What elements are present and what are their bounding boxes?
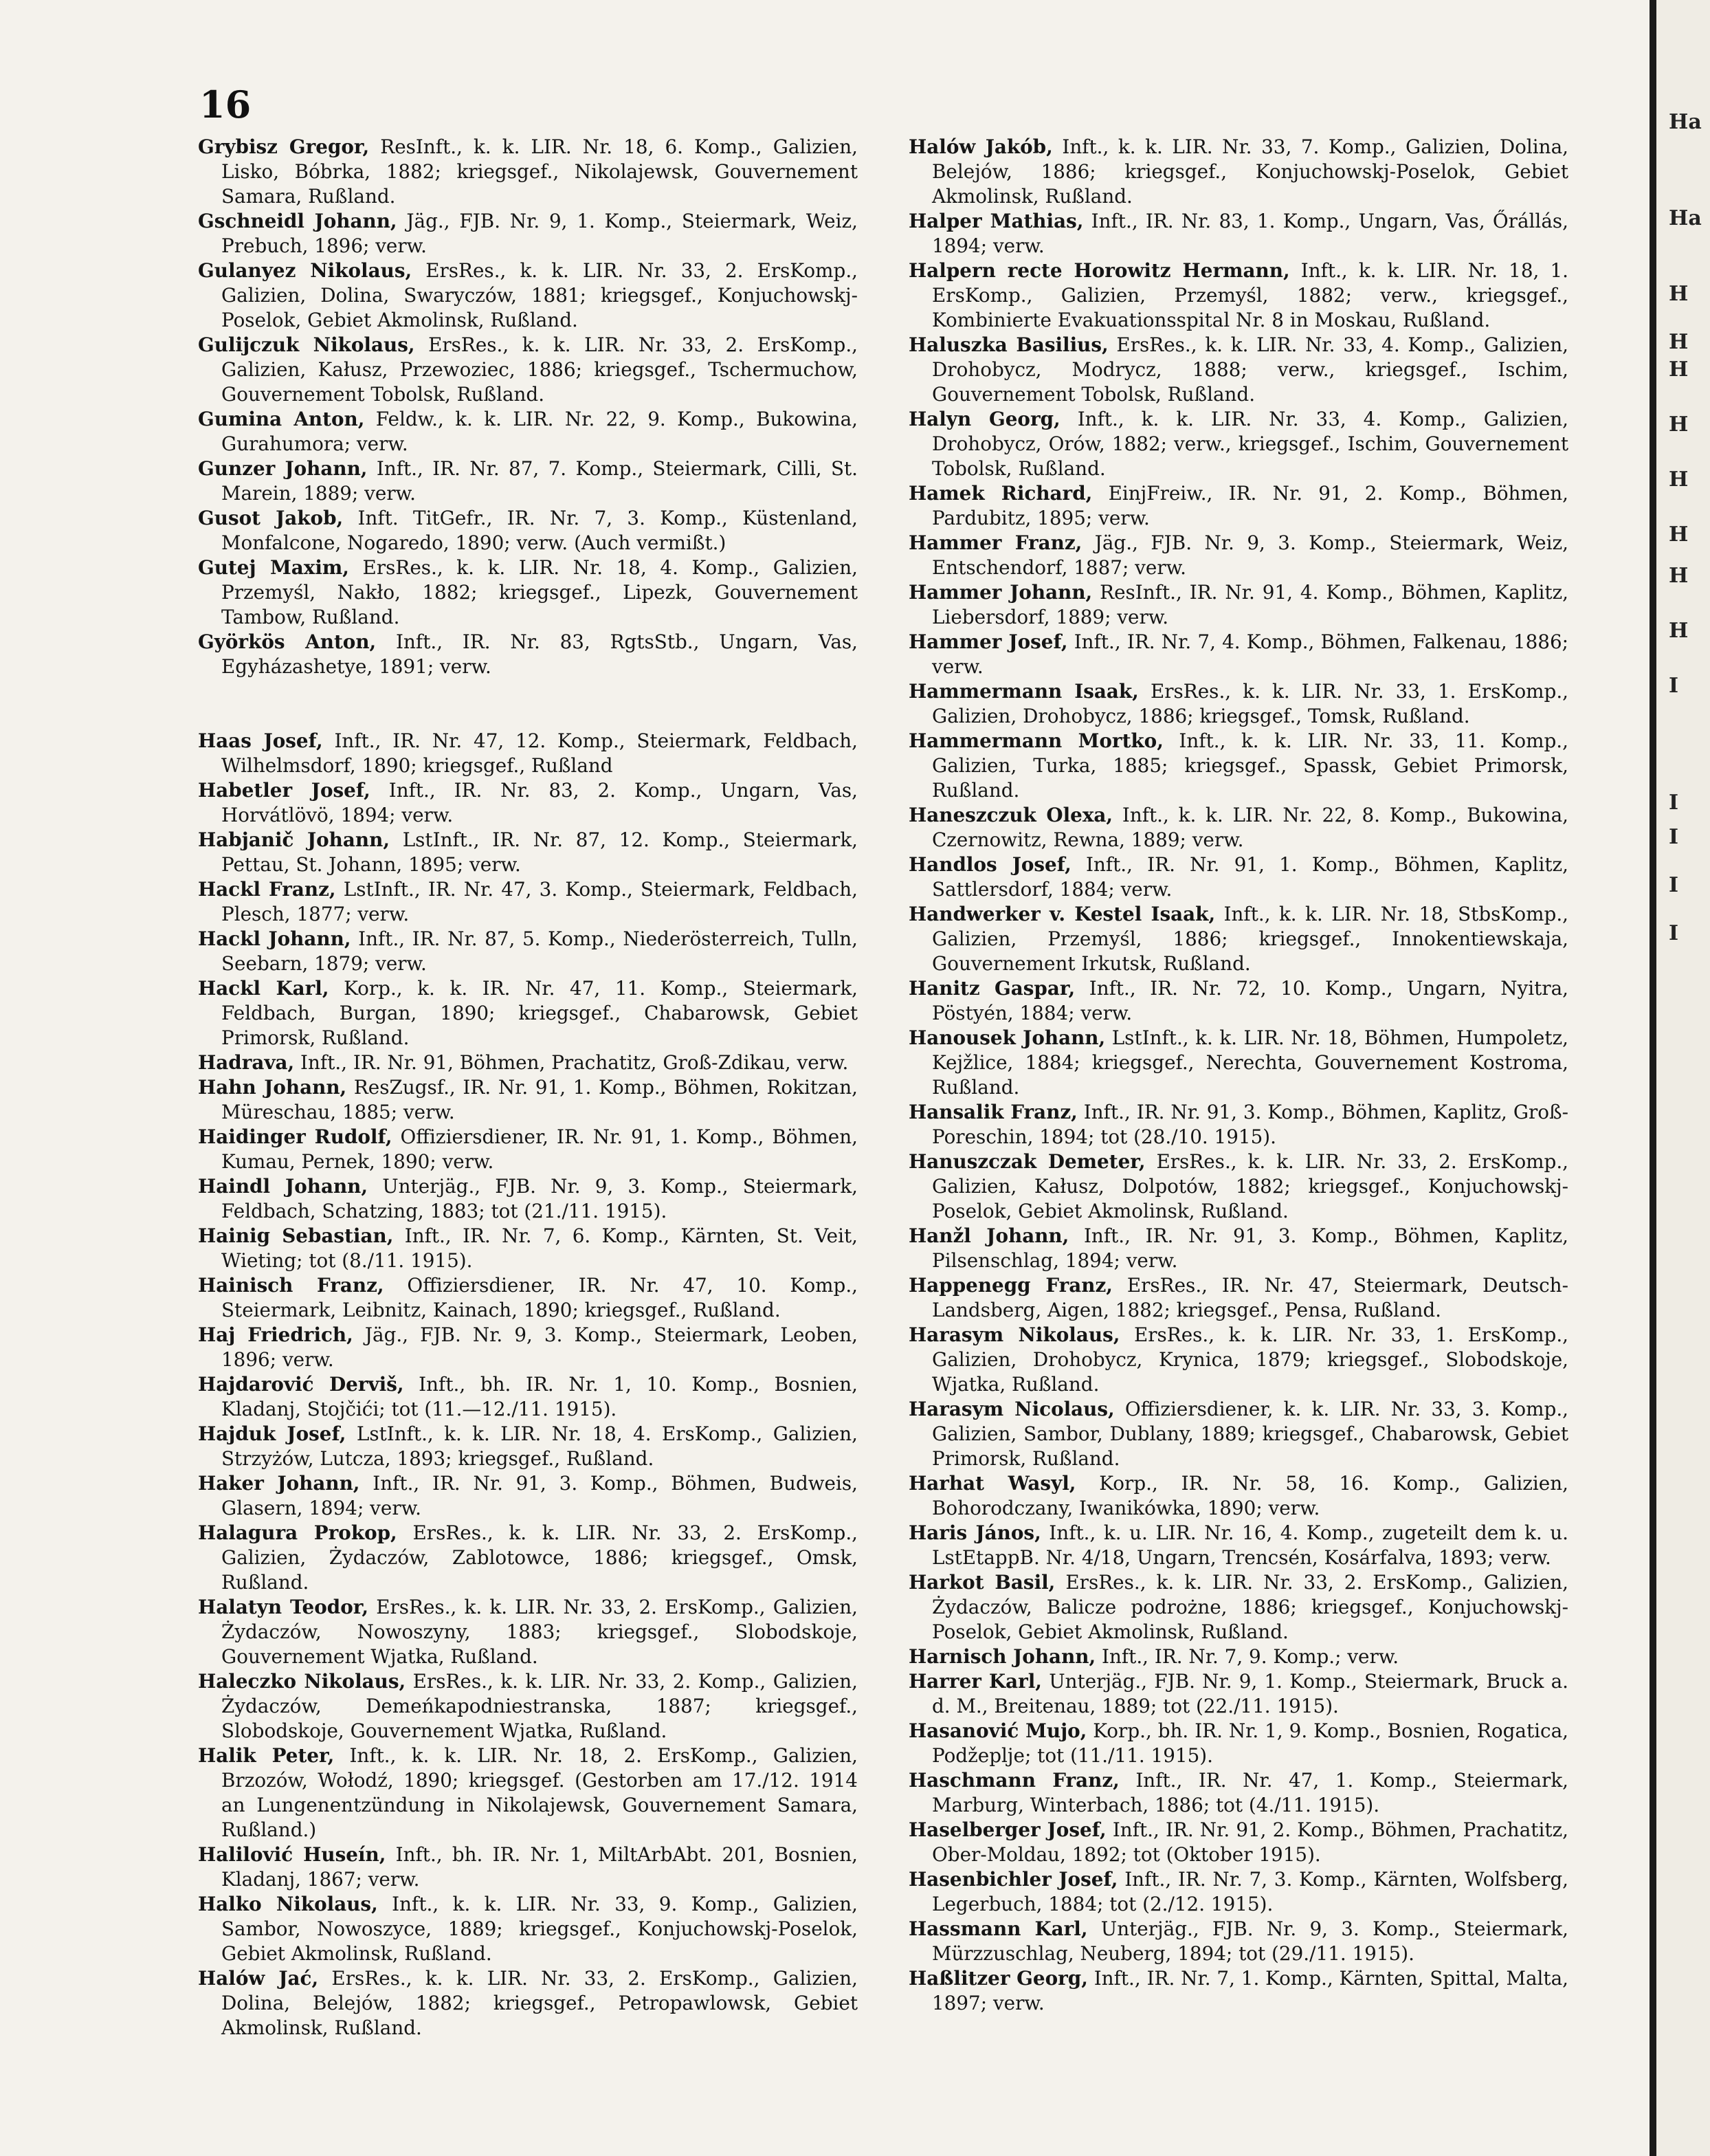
register-entry (198, 1842, 858, 1892)
next-page-fragment: I (1669, 921, 1679, 945)
entry-name: Hammer Josef, (909, 630, 1068, 653)
entry-details: Inft., IR. Nr. 7, 1. Komp., Kärnten, Spittal, Malta, 1897; verw. (932, 1967, 1568, 2014)
entry-details: Korp., IR. Nr. 58, 16. Komp., Galizien, Bohorodczany, Iwanikówka, 1890; verw. (932, 1472, 1568, 1519)
register-entry (909, 135, 1568, 209)
register-entry (198, 1323, 858, 1372)
entry-details: LstInft., IR. Nr. 87, 12. Komp., Steiermark, Pettau, St. Johann, 1895; verw. (221, 828, 858, 876)
register-entry (198, 1966, 858, 2040)
register-entry (198, 1521, 858, 1595)
entry-name: Habjanič Johann, (198, 828, 390, 851)
register-entry (909, 852, 1568, 902)
entry-details: ErsRes., k. k. LIR. Nr. 33, 2. ErsKomp., Galizien, Dolina, Swaryczów, 1881; kriegsgef., Konjuchowskj-Poselok, Gebiet Akmolinsk, Rußland. (221, 259, 858, 331)
entry-details: Korp., bh. IR. Nr. 1, 9. Komp., Bosnien, Rogatica, Podžeplje; tot (11./11. 1915). (932, 1719, 1568, 1767)
next-page-fragment: I (1669, 791, 1679, 815)
entry-details: Unterjäg., FJB. Nr. 9, 3. Komp., Steiermark, Feldbach, Schatzing, 1883; tot (21./11. 1915). (221, 1175, 858, 1222)
register-entry (198, 1075, 858, 1125)
next-page-fragment: I (1669, 873, 1679, 897)
entry-name: Gusot Jakob, (198, 507, 344, 529)
register-entry (909, 1570, 1568, 1644)
entry-details: Inft., IR. Nr. 83, RgtsStb., Ungarn, Vas, Egyházashetye, 1891; verw. (221, 630, 858, 678)
entry-details: Inft., k. k. LIR. Nr. 18, StbsKomp., Galizien, Przemyśl, 1886; kriegsgef., Innokentiewskaja, Gouvernement Irkutsk, Rußland. (932, 903, 1568, 975)
entry-name: Hajdarović Derviš, (198, 1373, 404, 1396)
entry-name: Halagura Prokop, (198, 1521, 397, 1544)
entry-details: Inft., IR. Nr. 72, 10. Komp., Ungarn, Nyitra, Pöstyén, 1884; verw. (932, 977, 1568, 1024)
entry-details: Inft., k. u. LIR. Nr. 16, 4. Komp., zugeteilt dem k. u. LstEtappB. Nr. 4/18, Ungarn, Trencsén, Kosárfalva, 1893; verw. (932, 1521, 1569, 1569)
entry-name: Harhat Wasyl, (909, 1472, 1076, 1495)
entry-name: Haluszka Basilius, (909, 333, 1109, 356)
entry-name: Grybisz Gregor, (198, 135, 370, 158)
register-entry (198, 258, 858, 333)
next-page-fragment: H (1669, 468, 1689, 492)
entry-name: Hanitz Gaspar, (909, 977, 1076, 1000)
entry-name: Gutej Maxim, (198, 556, 349, 579)
register-entry (198, 407, 858, 456)
entry-name: Hainisch Franz, (198, 1274, 384, 1297)
register-entry (198, 1372, 858, 1422)
register-entry (909, 1150, 1568, 1224)
entry-details: Inft., IR. Nr. 7, 6. Komp., Kärnten, St. Veit, Wieting; tot (8./11. 1915). (221, 1224, 858, 1272)
register-entry (198, 828, 858, 877)
register-entry (198, 1669, 858, 1744)
entry-details: Inft., k. k. LIR. Nr. 22, 8. Komp., Bukowina, Czernowitz, Rewna, 1889; verw. (932, 804, 1568, 851)
entry-details: LstInft., k. k. LIR. Nr. 18, 4. ErsKomp., Galizien, Strzyżów, Lutcza, 1893; kriegsgef., Rußland. (221, 1422, 858, 1470)
register-entry (909, 1818, 1568, 1867)
entry-details: ErsRes., k. k. LIR. Nr. 33, 2. ErsKomp., Galizien, Kałusz, Dolpotów, 1882; kriegsgef., Konjuchowskj-Poselok, Gebiet Akmolinsk, Rußland. (932, 1150, 1568, 1222)
left-column (198, 135, 858, 2040)
entry-details: ErsRes., k. k. LIR. Nr. 33, 4. Komp., Galizien, Drohobycz, Modrycz, 1888; verw., kriegsgef., Ischim, Gouvernement Tobolsk, Rußland. (932, 333, 1568, 406)
page-number: 16 (199, 82, 252, 126)
next-page-fragment: I (1669, 825, 1679, 849)
register-entry (198, 1471, 858, 1521)
entry-name: Harkot Basil, (909, 1571, 1056, 1594)
entry-details: ResInft., IR. Nr. 91, 4. Komp., Böhmen, Kaplitz, Liebersdorf, 1889; verw. (932, 581, 1568, 628)
right-column (909, 135, 1568, 2016)
entry-details: Unterjäg., FJB. Nr. 9, 1. Komp., Steiermark, Bruck a. d. M., Breitenau, 1889; tot (22./11. 1915). (932, 1670, 1569, 1717)
next-page-fragment: H (1669, 619, 1689, 643)
entry-name: Hahn Johann, (198, 1076, 347, 1099)
register-entry (198, 976, 858, 1050)
register-entry (909, 1273, 1568, 1323)
entry-details: Inft., IR. Nr. 7, 4. Komp., Böhmen, Falkenau, 1886; verw. (932, 630, 1568, 678)
register-entry (909, 1867, 1568, 1917)
entry-name: Haidinger Rudolf, (198, 1125, 392, 1148)
register-entry (909, 1521, 1568, 1570)
entry-details: ErsRes., k. k. LIR. Nr. 33, 2. ErsKomp., Galizien, Dolina, Belejów, 1882; kriegsgef., Petropawlowsk, Gebiet Akmolinsk, Rußland. (221, 1967, 858, 2039)
next-page-fragment: H (1669, 358, 1689, 382)
entry-name: Haleczko Nikolaus, (198, 1670, 406, 1693)
entry-details: Jäg., FJB. Nr. 9, 3. Komp., Steiermark, Leoben, 1896; verw. (221, 1323, 858, 1371)
entry-details: Inft., k. k. LIR. Nr. 18, 1. ErsKomp., Galizien, Przemyśl, 1882; verw., kriegsgef., Kombinierte Evakuationsspital Nr. 8 in Moskau, Rußland. (932, 259, 1568, 331)
entry-name: Haindl Johann, (198, 1175, 368, 1198)
entry-details: ErsRes., IR. Nr. 47, Steiermark, Deutsch-Landsberg, Aigen, 1882; kriegsgef., Pensa, Rußland. (932, 1274, 1568, 1321)
next-page-edge (1656, 0, 1710, 2156)
register-entry (198, 1595, 858, 1669)
register-entry (198, 877, 858, 927)
entry-name: Haneszczuk Olexa, (909, 804, 1113, 826)
entry-name: Hammermann Mortko, (909, 729, 1164, 752)
register-entry (198, 1050, 858, 1075)
register-entry (198, 1125, 858, 1174)
next-page-fragment: H (1669, 522, 1689, 547)
entry-name: Harasym Nikolaus, (909, 1323, 1120, 1346)
register-entry (198, 927, 858, 976)
entry-details: ErsRes., k. k. LIR. Nr. 33, 1. ErsKomp., Galizien, Drohobycz, Krynica, 1879; kriegsgef., Slobodskoje, Wjatka, Rußland. (932, 1323, 1568, 1396)
entry-name: Hadrava, (198, 1051, 295, 1074)
entry-name: Happenegg Franz, (909, 1274, 1113, 1297)
register-entry (909, 580, 1568, 630)
register-entry (909, 1224, 1568, 1273)
entry-details: Unterjäg., FJB. Nr. 9, 3. Komp., Steiermark, Mürzzuschlag, Neuberg, 1894; tot (29./11. 1915). (932, 1917, 1568, 1965)
entry-details: Inft., IR. Nr. 83, 2. Komp., Ungarn, Vas, Horvátlövö, 1894; verw. (221, 779, 858, 826)
register-entry (909, 630, 1568, 679)
register-entry (909, 729, 1568, 803)
entry-name: Hainig Sebastian, (198, 1224, 394, 1247)
next-page-fragment: Ha (1669, 206, 1702, 230)
entry-name: Gumina Anton, (198, 408, 365, 430)
register-entry (198, 456, 858, 506)
register-entry (909, 1719, 1568, 1768)
register-entry (909, 258, 1568, 333)
entry-name: Harrer Karl, (909, 1670, 1042, 1693)
next-page-fragment: I (1669, 674, 1679, 698)
entry-name: Habetler Josef, (198, 779, 370, 802)
entry-name: Halyn Georg, (909, 408, 1061, 430)
entry-details: Inft., IR. Nr. 91, 2. Komp., Böhmen, Prachatitz, Ober-Moldau, 1892; tot (Oktober 1915). (932, 1818, 1568, 1866)
entry-details: LstInft., k. k. LIR. Nr. 18, Böhmen, Humpoletz, Kejžlice, 1884; kriegsgef., Nerechta, Gouvernement Kostroma, Rußland. (932, 1026, 1569, 1099)
entry-details: Jäg., FJB. Nr. 9, 3. Komp., Steiermark, Weiz, Entschendorf, 1887; verw. (932, 531, 1569, 579)
entry-details: ErsRes., k. k. LIR. Nr. 33, 2. ErsKomp., Galizien, Żydaczów, Balicze podrożne, 1886; kriegsgef., Konjuchowskj-Poselok, Gebiet Akmolinsk, Rußland. (932, 1571, 1569, 1643)
entry-details: Inft., IR. Nr. 91, 3. Komp., Böhmen, Kaplitz, Groß-Poreschin, 1894; tot (28./10. 1915). (932, 1101, 1569, 1148)
register-entry (198, 1174, 858, 1224)
register-entry (909, 531, 1568, 580)
entry-details: Inft., IR. Nr. 47, 12. Komp., Steiermark, Feldbach, Wilhelmsdorf, 1890; kriegsgef., Rußland (221, 729, 858, 777)
entry-name: Haselberger Josef, (909, 1818, 1107, 1841)
register-entry (909, 1323, 1568, 1397)
register-entry (198, 1422, 858, 1471)
entry-details: ResInft., k. k. LIR. Nr. 18, 6. Komp., Galizien, Lisko, Bóbrka, 1882; kriegsgef., Nikolajewsk, Gouvernement Samara, Rußland. (221, 135, 858, 208)
register-entry (909, 407, 1568, 481)
entry-details: Offiziersdiener, IR. Nr. 91, 1. Komp., Böhmen, Kumau, Pernek, 1890; verw. (221, 1125, 858, 1173)
next-page-fragment: H (1669, 282, 1689, 306)
entry-name: Hamek Richard, (909, 482, 1093, 505)
entry-details: ErsRes., k. k. LIR. Nr. 33, 2. ErsKomp., Galizien, Żydaczów, Nowoszyny, 1883; kriegsgef., Slobodskoje, Gouvernement Wjatka, Rußland. (221, 1596, 858, 1668)
entry-details: Inft., k. k. LIR. Nr. 33, 7. Komp., Galizien, Dolina, Belejów, 1886; kriegsgef., Konjuchowskj-Poselok, Gebiet Akmolinsk, Rußland. (932, 135, 1568, 208)
entry-name: Hasenbichler Josef, (909, 1868, 1118, 1891)
entry-name: Haschmann Franz, (909, 1769, 1120, 1792)
entry-name: Haj Friedrich, (198, 1323, 353, 1346)
entry-details: Offiziersdiener, IR. Nr. 47, 10. Komp., Steiermark, Leibnitz, Kainach, 1890; kriegsgef., Rußland. (221, 1274, 858, 1321)
entry-name: Hackl Karl, (198, 977, 329, 1000)
entry-name: Hanžl Johann, (909, 1224, 1069, 1247)
entry-name: Halatyn Teodor, (198, 1596, 369, 1618)
register-entry (198, 1744, 858, 1842)
register-entry (909, 209, 1568, 258)
entry-details: Inft., bh. IR. Nr. 1, MiltArbAbt. 201, Bosnien, Kladanj, 1867; verw. (221, 1843, 858, 1891)
register-entry (909, 1669, 1568, 1719)
entry-details: Inft., IR. Nr. 83, 1. Komp., Ungarn, Vas, Őrállás, 1894; verw. (932, 210, 1568, 257)
entry-details: Inft., bh. IR. Nr. 1, 10. Komp., Bosnien, Kladanj, Stojčići; tot (11.—12./11. 1915). (221, 1373, 858, 1420)
entry-name: Hansalik Franz, (909, 1101, 1078, 1123)
register-entry (909, 333, 1568, 407)
entry-details: ErsRes., k. k. LIR. Nr. 33, 2. ErsKomp., Galizien, Kałusz, Przewoziec, 1886; kriegsgef., Tschermuchow, Gouvernement Tobolsk, Rußland. (221, 333, 858, 406)
entry-name: Hammer Johann, (909, 581, 1093, 604)
register-entry (909, 1966, 1568, 2016)
register-entry (198, 556, 858, 630)
next-page-fragment: H (1669, 412, 1689, 437)
entry-details: Inft., IR. Nr. 47, 1. Komp., Steiermark, Marburg, Winterbach, 1886; tot (4./11. 1915). (932, 1769, 1568, 1816)
entry-name: Gunzer Johann, (198, 457, 368, 480)
next-page-fragment: H (1669, 564, 1689, 588)
entry-name: Halper Mathias, (909, 210, 1084, 232)
register-entry (909, 1917, 1568, 1966)
entry-details: ErsRes., k. k. LIR. Nr. 33, 1. ErsKomp., Galizien, Drohobycz, 1886; kriegsgef., Tomsk, Rußland. (932, 680, 1569, 727)
register-entry (198, 135, 858, 209)
entry-details: Inft., k. k. LIR. Nr. 18, 2. ErsKomp., Galizien, Brzozów, Wołodź, 1890; kriegsgef. (Gestorben am 17./12. 1914 an Lungenentzündung in Nikolajewsk, Gouvernement Samara, Rußland.) (221, 1744, 858, 1841)
entry-name: Halów Jakób, (909, 135, 1053, 158)
register-entry (198, 209, 858, 258)
entry-name: Handlos Josef, (909, 853, 1071, 876)
entry-name: Halów Jać, (198, 1967, 319, 1990)
entry-name: Haßlitzer Georg, (909, 1967, 1088, 1990)
entry-details: ErsRes., k. k. LIR. Nr. 33, 2. ErsKomp., Galizien, Żydaczów, Zablotowce, 1886; kriegsgef., Omsk, Rußland. (221, 1521, 858, 1594)
entry-name: Hasanović Mujo, (909, 1719, 1087, 1742)
entry-name: Gulanyez Nikolaus, (198, 259, 412, 282)
next-page-fragment: Ha (1669, 110, 1702, 134)
entry-details: LstInft., IR. Nr. 47, 3. Komp., Steiermark, Feldbach, Plesch, 1877; verw. (221, 878, 858, 925)
entry-name: Haris János, (909, 1521, 1041, 1544)
entry-details: Inft., IR. Nr. 91, Böhmen, Prachatitz, Groß-Zdikau, verw. (294, 1051, 849, 1074)
entry-details: Inft., IR. Nr. 91, 3. Komp., Böhmen, Kaplitz, Pilsenschlag, 1894; verw. (932, 1224, 1568, 1272)
register-entry (909, 1768, 1568, 1818)
entry-name: Harnisch Johann, (909, 1645, 1096, 1668)
entry-name: Hajduk Josef, (198, 1422, 346, 1445)
entry-name: Haas Josef, (198, 729, 323, 752)
register-entry (198, 778, 858, 828)
register-entry (909, 1471, 1568, 1521)
entry-name: Halko Nikolaus, (198, 1893, 378, 1915)
register-entry (909, 481, 1568, 531)
entry-details: Jäg., FJB. Nr. 9, 1. Komp., Steiermark, Weiz, Prebuch, 1896; verw. (221, 210, 858, 257)
entry-details: Inft., IR. Nr. 87, 5. Komp., Niederösterreich, Tulln, Seebarn, 1879; verw. (221, 927, 858, 975)
register-entry (198, 1224, 858, 1273)
entry-name: Hassmann Karl, (909, 1917, 1088, 1940)
entry-details: Inft., IR. Nr. 91, 1. Komp., Böhmen, Kaplitz, Sattlersdorf, 1884; verw. (932, 853, 1568, 901)
register-entry (198, 333, 858, 407)
register-entry (909, 1644, 1568, 1669)
entry-name: Handwerker v. Kestel Isaak, (909, 903, 1216, 925)
entry-name: Halpern recte Horowitz Hermann, (909, 259, 1290, 282)
next-page-fragment: H (1669, 330, 1689, 354)
entry-name: Harasym Nicolaus, (909, 1398, 1115, 1420)
entry-details: Inft., IR. Nr. 7, 3. Komp., Kärnten, Wolfsberg, Legerbuch, 1884; tot (2./12. 1915). (932, 1868, 1568, 1915)
entry-name: Györkös Anton, (198, 630, 377, 653)
register-entry (198, 1892, 858, 1966)
entry-details: Inft., k. k. LIR. Nr. 33, 4. Komp., Galizien, Drohobycz, Orów, 1882; verw., kriegsgef., Ischim, Gouvernement Tobolsk, Rußland. (932, 408, 1568, 480)
register-entry (198, 1273, 858, 1323)
entry-name: Hanousek Johann, (909, 1026, 1106, 1049)
entry-details: ErsRes., k. k. LIR. Nr. 18, 4. Komp., Galizien, Przemyśl, Nakło, 1882; kriegsgef., Lipezk, Gouvernement Tambow, Rußland. (221, 556, 858, 628)
entry-details: ErsRes., k. k. LIR. Nr. 33, 2. Komp., Galizien, Żydaczów, Demeńkapodniestranska, 1887; kriegsgef., Slobodskoje, Gouvernement Wjatka, Rußland. (221, 1670, 858, 1742)
register-entry (909, 902, 1568, 976)
register-entry (198, 729, 858, 778)
entry-name: Haker Johann, (198, 1472, 360, 1495)
entry-details: Offiziersdiener, k. k. LIR. Nr. 33, 3. Komp., Galizien, Sambor, Dublany, 1889; kriegsgef., Chabarowsk, Gebiet Primorsk, Rußland. (932, 1398, 1568, 1470)
entry-details: Korp., k. k. IR. Nr. 47, 11. Komp., Steiermark, Feldbach, Burgan, 1890; kriegsgef., Chabarowsk, Gebiet Primorsk, Rußland. (221, 977, 858, 1049)
register-entry (909, 1397, 1568, 1471)
entry-name: Gschneidl Johann, (198, 210, 397, 232)
entry-name: Hammer Franz, (909, 531, 1082, 554)
entry-details: Inft., IR. Nr. 91, 3. Komp., Böhmen, Budweis, Glasern, 1894; verw. (221, 1472, 858, 1519)
entry-name: Hanuszczak Demeter, (909, 1150, 1146, 1173)
section-gap (198, 679, 858, 729)
entry-name: Halilović Huseín, (198, 1843, 386, 1866)
register-entry (198, 630, 858, 679)
entry-details: Inft., IR. Nr. 87, 7. Komp., Steiermark, Cilli, St. Marein, 1889; verw. (221, 457, 858, 505)
register-entry (909, 803, 1568, 852)
entry-details: Inft., k. k. LIR. Nr. 33, 9. Komp., Galizien, Sambor, Nowoszyce, 1889; kriegsgef., Konjuchowskj-Poselok, Gebiet Akmolinsk, Rußland. (221, 1893, 858, 1965)
entry-name: Hammermann Isaak, (909, 680, 1139, 703)
entry-details: Feldw., k. k. LIR. Nr. 22, 9. Komp., Bukowina, Gurahumora; verw. (221, 408, 858, 455)
entry-details: Inft., IR. Nr. 7, 9. Komp.; verw. (1096, 1645, 1399, 1668)
register-entry (909, 679, 1568, 729)
entry-details: EinjFreiw., IR. Nr. 91, 2. Komp., Böhmen, Pardubitz, 1895; verw. (932, 482, 1569, 529)
register-entry (198, 506, 858, 556)
register-entry (909, 1100, 1568, 1150)
register-entry (909, 976, 1568, 1026)
entry-name: Hackl Johann, (198, 927, 351, 950)
entry-name: Halik Peter, (198, 1744, 335, 1767)
entry-name: Hackl Franz, (198, 878, 336, 901)
register-entry (909, 1026, 1568, 1100)
entry-details: Inft., k. k. LIR. Nr. 33, 11. Komp., Galizien, Turka, 1885; kriegsgef., Spassk, Gebiet Primorsk, Rußland. (932, 729, 1568, 802)
entry-name: Gulijczuk Nikolaus, (198, 333, 415, 356)
entry-details: ResZugsf., IR. Nr. 91, 1. Komp., Böhmen, Rokitzan, Müreschau, 1885; verw. (221, 1076, 858, 1123)
entry-details: Inft. TitGefr., IR. Nr. 7, 3. Komp., Küstenland, Monfalcone, Nogaredo, 1890; verw. (Auch vermißt.) (221, 507, 858, 554)
